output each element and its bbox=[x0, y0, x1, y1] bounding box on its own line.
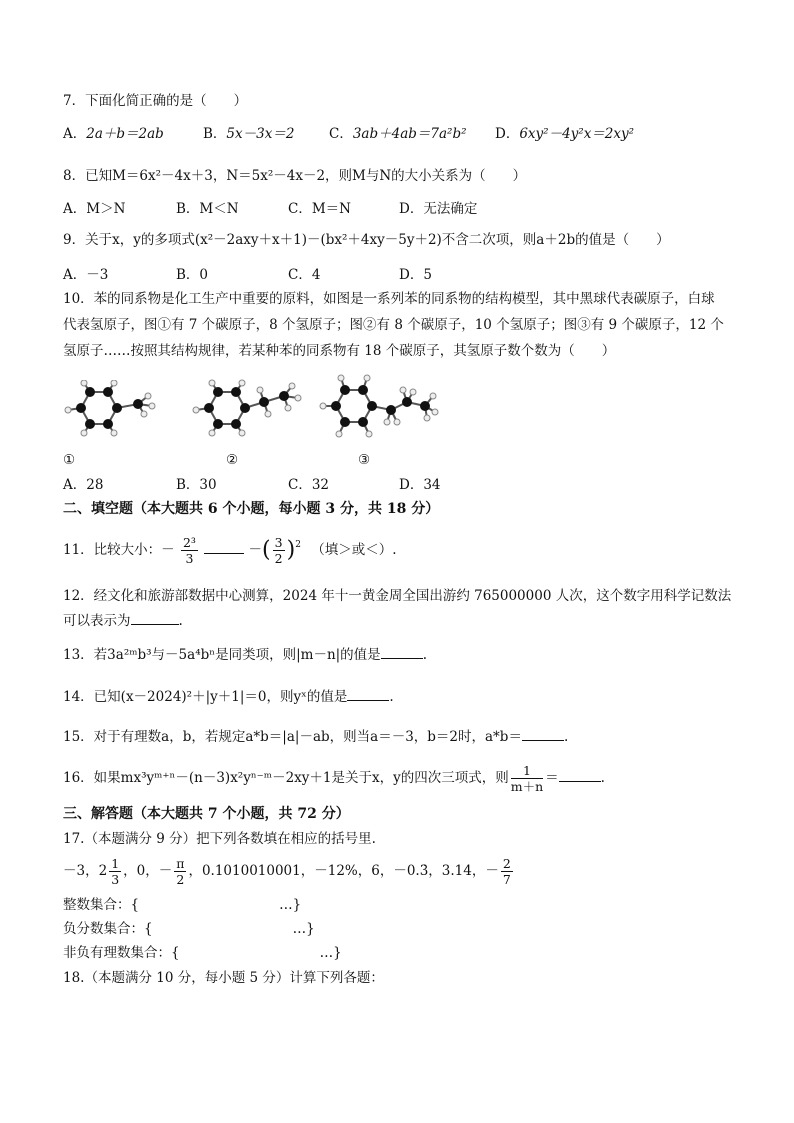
q10-line3: 氢原子……按照其结构规律，若某种苯的同系物有 18 个碳原子，其氢原子数个数为（ ） bbox=[63, 343, 616, 359]
molecule-figure-3 bbox=[315, 368, 440, 444]
q11-fraction-2: $\frac{3}{2}$ bbox=[274, 535, 283, 566]
q17-numbers: －3，2 $\frac{1}{3}$ ，0，－ $\frac{\pi}{2}$ ，0.1010010001，－12%，6，－0.3̇，3.14，－ $\frac{2}{7}$ bbox=[63, 856, 511, 887]
q7-option-d-expr: 6xy²－4y²x＝2xy² bbox=[519, 126, 635, 142]
q9-option-c[interactable]: C．4 bbox=[288, 267, 321, 283]
q11-fraction-1: $\frac{\text{2³}}{3}$ bbox=[182, 535, 196, 566]
q13-answer-blank[interactable] bbox=[381, 646, 423, 659]
q7-option-a[interactable]: A．2a＋b＝2ab bbox=[63, 126, 164, 142]
q10-figure-label-2: ② bbox=[226, 452, 239, 468]
q12-line2: 可以表示为 . bbox=[63, 613, 183, 629]
q7-option-a-expr: 2a＋b＝2ab bbox=[86, 126, 164, 142]
q7-option-c[interactable]: C．3ab＋4ab＝7a²b² bbox=[329, 126, 467, 142]
q14-answer-blank[interactable] bbox=[347, 688, 389, 701]
section-2-heading: 二、填空题（本大题共 6 个小题，每小题 3 分，共 18 分） bbox=[63, 501, 440, 517]
q17-stem: 17.（本题满分 9 分）把下列各数填在相应的括号里. bbox=[63, 831, 376, 847]
q17-last-fraction: $\frac{2}{7}$ bbox=[502, 856, 511, 887]
q15-answer-blank[interactable] bbox=[522, 728, 564, 741]
q10-option-c[interactable]: C．32 bbox=[288, 477, 330, 493]
q16: 16．如果mx³yᵐ⁺ⁿ－(n－3)x²yⁿ⁻ᵐ－2xy＋1是关于x，y的四次三项式，则 $\frac{1}{m+n}$ ＝ . bbox=[63, 763, 605, 794]
q16-answer-blank[interactable] bbox=[559, 769, 601, 782]
q18-stem: 18.（本题满分 10 分，每小题 5 分）计算下列各题： bbox=[63, 970, 384, 986]
molecule-figure-2 bbox=[188, 378, 308, 440]
q10-option-a[interactable]: A．28 bbox=[63, 477, 104, 493]
q17-nonnegative-rational-set[interactable]: 非负有理数集合：{ …} bbox=[63, 945, 342, 961]
q17-pi-fraction: $\frac{\pi}{2}$ bbox=[176, 856, 185, 887]
q7-option-c-expr: 3ab＋4ab＝7a²b² bbox=[352, 126, 467, 142]
q8-option-c[interactable]: C．M＝N bbox=[288, 201, 351, 217]
section-3-heading: 三、解答题（本大题共 7 个小题，共 72 分） bbox=[63, 806, 350, 822]
q10-option-b[interactable]: B．30 bbox=[176, 477, 217, 493]
q8-option-b[interactable]: B．M＜N bbox=[176, 201, 239, 217]
q13: 13．若3a²ᵐb³与－5a⁴bⁿ是同类项，则|m－n|的值是 . bbox=[63, 647, 427, 663]
q7-option-b-expr: 5x－3x＝2 bbox=[226, 126, 295, 142]
q10-line2: 代表氢原子，图①有 7 个碳原子，8 个氢原子；图②有 8 个碳原子，10 个氢原子；图③有 9 个碳原子，12 个 bbox=[63, 317, 724, 333]
q9-option-a[interactable]: A．－3 bbox=[63, 267, 109, 283]
q16-fraction: $\frac{1}{m+n}$ bbox=[510, 763, 544, 794]
q7-option-d[interactable]: D．6xy²－4y²x＝2xy² bbox=[495, 126, 635, 142]
q12-answer-blank[interactable] bbox=[131, 612, 179, 625]
q7-option-b[interactable]: B．5x－3x＝2 bbox=[203, 126, 295, 142]
q12-line1: 12．经文化和旅游部数据中心测算，2024 年十一黄金周全国出游约 765000000 人次，这个数字用科学记数法 bbox=[63, 588, 732, 604]
q11-answer-blank[interactable] bbox=[204, 541, 244, 554]
q8-stem: 8．已知M＝6x²－4x＋3，N＝5x²－4x－2，则M与N的大小关系为（ ） bbox=[63, 168, 527, 184]
q9-stem: 9．关于x，y的多项式(x²－2axy＋x＋1)－(bx²＋4xy－5y＋2)不含二次项，则a＋2b的值是（ ） bbox=[63, 232, 670, 248]
q10-figure-label-3: ③ bbox=[358, 452, 371, 468]
q10-figure-label-1: ① bbox=[63, 452, 76, 468]
q15: 15．对于有理数a，b，若规定a*b＝|a|－ab，则当a＝－3，b＝2时，a*b＝ . bbox=[63, 729, 569, 745]
q11: 11．比较大小：－ $\frac{\text{2³}}{3}$ －( $\frac{3}{2}$ )$^2$ （填＞或＜）. bbox=[63, 535, 397, 566]
q8-option-d[interactable]: D．无法确定 bbox=[399, 201, 478, 217]
q17-integer-set[interactable]: 整数集合：{ …} bbox=[63, 897, 302, 913]
q9-option-b[interactable]: B．0 bbox=[176, 267, 209, 283]
q8-option-a[interactable]: A．M＞N bbox=[63, 201, 126, 217]
q7-stem: 7．下面化简正确的是（ ） bbox=[63, 93, 248, 109]
q9-option-d[interactable]: D．5 bbox=[399, 267, 432, 283]
molecule-figure-1 bbox=[60, 380, 170, 440]
q17-negative-fraction-set[interactable]: 负分数集合：{ …} bbox=[63, 921, 315, 937]
q14: 14．已知(x－2024)²＋|y＋1|＝0，则yˣ的值是 . bbox=[63, 689, 394, 705]
q10-line1: 10．苯的同系物是化工生产中重要的原料，如图是一系列苯的同系物的结构模型，其中黑球代表碳原子，白球 bbox=[63, 291, 715, 307]
q17-mixed-fraction: $\frac{1}{3}$ bbox=[111, 856, 120, 887]
q10-option-d[interactable]: D．34 bbox=[399, 477, 441, 493]
